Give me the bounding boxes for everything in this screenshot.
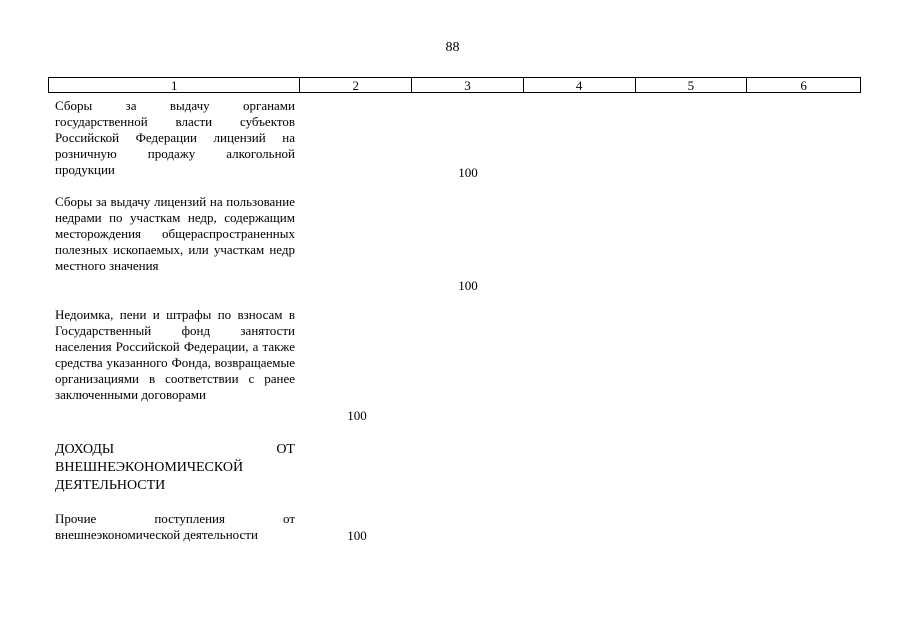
- row-2-col3-value: 100: [458, 278, 478, 293]
- row-1-col3-value: 100: [458, 165, 478, 180]
- column-header-2: 2: [300, 78, 412, 92]
- column-header-3: 3: [412, 78, 524, 92]
- row-4-section-heading: ДОХОДЫ ОТ ВНЕШНЕЭКОНОМИЧЕСКОЙ ДЕЯТЕЛЬНОСТИ: [55, 442, 295, 493]
- column-header-1: 1: [49, 78, 300, 92]
- column-header-6: 6: [800, 78, 807, 93]
- page-number: 88: [445, 40, 460, 55]
- row-1-description: Сборы за выдачу органами государственной власти субъектов Российской Федерации лицензий на розничную продажу алкогольной продукции: [55, 98, 295, 177]
- column-header-5: 5: [636, 78, 748, 92]
- row-3-description: Недоимка, пени и штрафы по взносам в Государственный фонд занятости населения Российской Федерации, а также средства указанного Фонда, возвращаемые организациями в соответствии с ранее заключенными договорами: [55, 307, 295, 402]
- column-header-4: 4: [524, 78, 636, 92]
- row-5-col2-value: 100: [347, 528, 367, 543]
- row-3-col2-value: 100: [347, 408, 367, 423]
- row-2-description: Сборы за выдачу лицензий на пользование недрами по участкам недр, содержащим месторождения общераспространенных полезных ископаемых, или участкам недр местного значения: [55, 194, 295, 273]
- row-5-description: Прочие поступления от внешнеэкономической деятельности: [55, 511, 295, 542]
- table-header-row: [48, 77, 861, 93]
